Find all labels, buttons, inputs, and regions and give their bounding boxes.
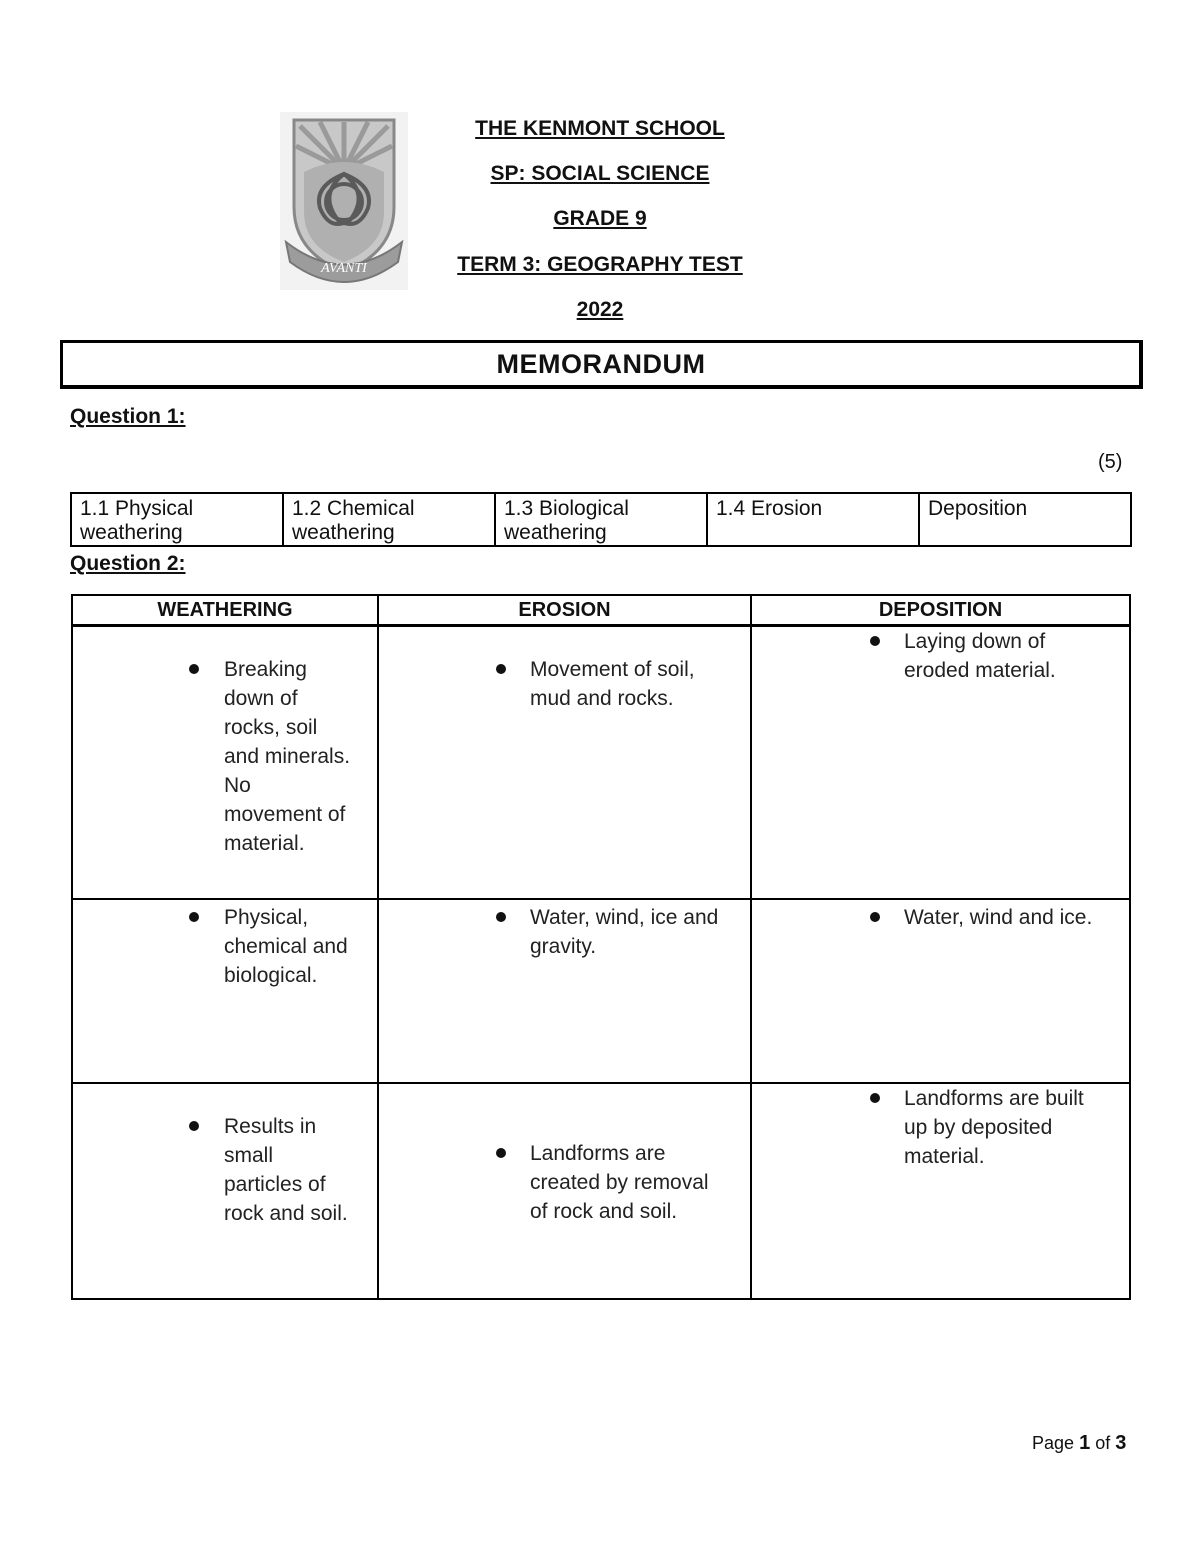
- bullet-icon: [496, 664, 506, 674]
- bullet-text: Laying down of eroded material.: [904, 630, 1056, 682]
- table-cell: [751, 1083, 1130, 1299]
- table-cell: [751, 899, 1130, 1083]
- q1-answer-2: 1.2 Chemical weathering: [283, 493, 495, 546]
- q2-header-deposition: DEPOSITION: [751, 595, 1130, 626]
- bullet-icon: [189, 1121, 199, 1131]
- table-cell: [378, 1083, 751, 1299]
- table-cell: [378, 899, 751, 1083]
- q1-answer-4: 1.4 Erosion: [707, 493, 919, 546]
- bullet-text: Results in small particles of rock and soil.: [224, 1114, 348, 1225]
- question-2-comparison-table: [71, 594, 1131, 1300]
- table-cell: [378, 626, 751, 899]
- bullet-icon: [870, 636, 880, 646]
- page-current: 1: [1079, 1432, 1091, 1454]
- q1-answer-1: 1.1 Physical weathering: [71, 493, 283, 546]
- table-cell: [72, 626, 378, 899]
- grade-title: GRADE 9: [553, 207, 647, 230]
- year-title: 2022: [576, 298, 624, 321]
- school-name: THE KENMONT SCHOOL: [475, 117, 725, 140]
- bullet-icon: [870, 912, 880, 922]
- bullet-text: Movement of soil, mud and rocks.: [530, 658, 695, 710]
- list-item: [73, 627, 377, 858]
- q1-answer-5: Deposition: [919, 493, 1131, 546]
- bullet-text: Water, wind and ice.: [904, 905, 1093, 929]
- bullet-icon: [189, 664, 199, 674]
- bullet-text: Physical, chemical and biological.: [224, 905, 348, 987]
- list-item: [379, 1084, 750, 1226]
- bullet-text: Breaking down of rocks, soil and minerals. No movement of material.: [224, 658, 351, 855]
- bullet-icon: [870, 1093, 880, 1103]
- bullet-text: Water, wind, ice and gravity.: [530, 905, 719, 958]
- page-total: 3: [1115, 1432, 1127, 1454]
- school-crest-logo: [280, 112, 408, 290]
- table-cell: [72, 899, 378, 1083]
- list-item: [379, 900, 750, 961]
- bullet-icon: [496, 1148, 506, 1158]
- question-1-label: Question 1:: [70, 405, 186, 428]
- test-title: TERM 3: GEOGRAPHY TEST: [457, 253, 743, 276]
- q1-answer-3: 1.3 Biological weathering: [495, 493, 707, 546]
- crest-motto: AVANTI: [321, 261, 367, 276]
- page-number: [1032, 1432, 1126, 1455]
- q2-header-erosion: EROSION: [378, 595, 751, 626]
- bullet-icon: [496, 912, 506, 922]
- question-1-answer-table: [70, 492, 1132, 547]
- q2-header-weathering: WEATHERING: [72, 595, 378, 626]
- of-word: of: [1095, 1433, 1111, 1453]
- table-cell: [751, 626, 1130, 899]
- question-1-marks: (5): [1098, 451, 1123, 473]
- list-item: [752, 627, 1129, 685]
- list-item: [379, 627, 750, 713]
- bullet-text: Landforms are built up by deposited material.: [904, 1086, 1084, 1168]
- list-item: [73, 1084, 377, 1228]
- page-word: Page: [1032, 1433, 1075, 1453]
- bullet-text: Landforms are created by removal of rock and soil.: [530, 1141, 709, 1223]
- list-item: [752, 1084, 1129, 1171]
- list-item: [752, 900, 1129, 932]
- table-cell: [72, 1083, 378, 1299]
- subject-title: SP: SOCIAL SCIENCE: [490, 162, 710, 185]
- bullet-icon: [189, 912, 199, 922]
- memorandum-title: MEMORANDUM: [60, 340, 1143, 389]
- question-2-label: Question 2:: [70, 552, 186, 575]
- list-item: [73, 900, 377, 990]
